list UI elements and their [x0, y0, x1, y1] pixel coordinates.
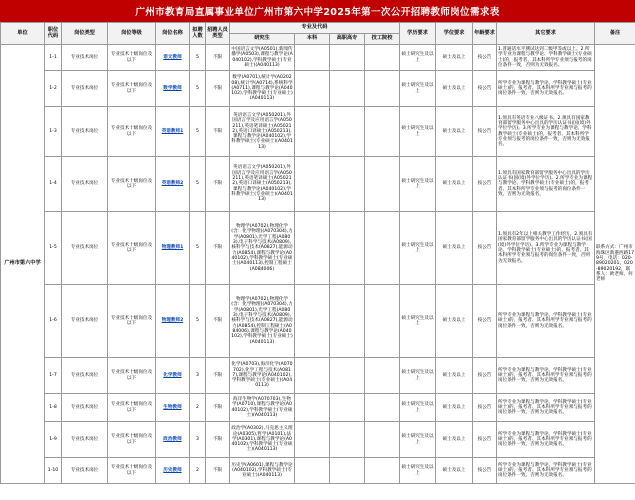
post-count: 5: [190, 107, 206, 157]
age-req: 按公告: [473, 458, 497, 484]
other-req: 1.须具有英语专业八级证书。2.须具有国家教育部留学服务中心出具的学历认证书(国(境)外学位学历)。3.所学专业为课程与教学论、学科教学硕士(专业硕士)的，报考者、其本科所学专业须与报考的岗位条件一致，否则为无效报名。: [497, 107, 595, 157]
staff-type: 不限: [206, 458, 230, 484]
age-req: 按公告: [473, 71, 497, 107]
education-req: 硕士研究生及以上: [400, 71, 436, 107]
major-graduate: 政治学(A0302),马克思主义理论(A0305),哲学(A0101),法学(A0301),课程与教学论(A040102),学科教学硕士(专业硕士)(A040113): [230, 422, 295, 458]
col-notes: 备注: [595, 23, 635, 45]
degree-req: 硕士及以上: [436, 107, 473, 157]
education-req: 硕士研究生及以上: [400, 212, 436, 285]
col-post-code: 职位代码: [45, 23, 62, 45]
other-req: 所学专业为课程与教学论、学科教学硕士(专业硕士)的，报考者、其本科所学专业须与报考的岗位条件一致，否则为无效报名。: [497, 358, 595, 394]
age-req: 按公告: [473, 157, 497, 212]
major-vocational: [330, 285, 365, 358]
age-req: 按公告: [473, 394, 497, 422]
other-req: 所学专业为课程与教学论、学科教学硕士(专业硕士)的，报考者、其本科所学专业须与报考的岗位条件一致，否则为无效报名。: [497, 394, 595, 422]
other-req: 所学专业为课程与教学论、学科教学硕士(专业硕士)的，报考者、其本科所学专业须与报考的岗位条件一致，否则为无效报名。: [497, 71, 595, 107]
age-req: 按公告: [473, 285, 497, 358]
table-header: [1, 23, 635, 45]
education-req: 硕士研究生及以上: [400, 157, 436, 212]
post-count: 3: [190, 422, 206, 458]
post-level: 专业技术十级岗位及以下: [108, 394, 156, 422]
post-name-link[interactable]: 英语教师2: [161, 181, 184, 187]
major-undergrad: [295, 422, 330, 458]
post-code: 1-4: [45, 157, 62, 212]
staff-type: 不限: [206, 358, 230, 394]
major-undergrad: [295, 285, 330, 358]
major-vocational: [330, 71, 365, 107]
age-req: 按公告: [473, 422, 497, 458]
col-technical: 技工院校: [365, 34, 400, 45]
staff-type: 不限: [206, 394, 230, 422]
staff-type: 不限: [206, 422, 230, 458]
degree-req: 硕士及以上: [436, 212, 473, 285]
post-name-link[interactable]: 历史教师: [163, 467, 182, 473]
post-level: 专业技术十级岗位及以下: [108, 212, 156, 285]
post-name: [156, 394, 190, 422]
post-level: 专业技术十级岗位及以下: [108, 45, 156, 71]
staff-type: 不限: [206, 212, 230, 285]
major-graduate: 英语语言文学(A050201),外国语言学及应用语言学(A050211),英语笔译硕士(A050212),英语口译硕士(A050213),课程与教学论(A040102),学科教学硕士(专业硕士)(A040113): [230, 107, 295, 157]
major-undergrad: [295, 107, 330, 157]
table-body: [1, 45, 635, 484]
degree-req: 硕士及以上: [436, 71, 473, 107]
major-graduate: 物理学(A0702),物理化学(含：化学物理)(A070304),力学(A0801),光学工程(A0803),电子科学与技术(A0809),核科学与技术(A0827),能源动力(A0854),课程与教学论(A040102),学科教学硕士(专业硕士)(A040113),控制工程硕士(A084006): [230, 212, 295, 285]
age-req: 按公告: [473, 358, 497, 394]
age-req: 按公告: [473, 45, 497, 71]
staff-type: 不限: [206, 45, 230, 71]
major-technical: [365, 394, 400, 422]
major-graduate: 中国语言文学(A0501),新闻传播学(A0503),课程与教学论(A040102),学科教学硕士(专业硕士)(A040113): [230, 45, 295, 71]
degree-req: 硕士及以上: [436, 458, 473, 484]
post-level: 专业技术十级岗位及以下: [108, 157, 156, 212]
major-vocational: [330, 107, 365, 157]
major-graduate: 化学(A0703),海洋化学(A070702),化学工程与技术(A0817),课程与教学论(A040102),学科教学硕士(专业硕士)(A040113): [230, 358, 295, 394]
major-technical: [365, 358, 400, 394]
major-graduate: 英语语言文学(A050201),外国语言学及应用语言学(A050211),英语笔译硕士(A050212),英语口译硕士(A050213),课程与教学论(A040102),学科教学硕士(专业硕士)(A040113): [230, 157, 295, 212]
table-row: [1, 285, 635, 358]
degree-req: 硕士及以上: [436, 45, 473, 71]
post-count: 3: [190, 358, 206, 394]
post-name-link[interactable]: 数学教师: [163, 85, 182, 91]
staff-type: 不限: [206, 71, 230, 107]
post-type: 专业技术岗位: [62, 45, 108, 71]
post-level: 专业技术十级岗位及以下: [108, 285, 156, 358]
post-type: 专业技术岗位: [62, 422, 108, 458]
post-count: 5: [190, 71, 206, 107]
table-row: [1, 45, 635, 71]
table-row: [1, 394, 635, 422]
major-undergrad: [295, 394, 330, 422]
page-title: 广州市教育局直属事业单位广州市第六中学2025年第一次公开招聘教师岗位需求表: [0, 0, 635, 22]
col-staff-type: 招聘人员类型: [206, 23, 230, 45]
degree-req: 硕士及以上: [436, 358, 473, 394]
post-name-link[interactable]: 化学教师: [163, 372, 182, 378]
post-name: [156, 285, 190, 358]
table-row: [1, 157, 635, 212]
post-name-link[interactable]: 物理教师1: [161, 245, 184, 251]
post-code: 1-5: [45, 212, 62, 285]
major-vocational: [330, 422, 365, 458]
post-level: 专业技术十级岗位及以下: [108, 458, 156, 484]
post-type: 专业技术岗位: [62, 285, 108, 358]
post-name: [156, 157, 190, 212]
major-vocational: [330, 212, 365, 285]
major-vocational: [330, 394, 365, 422]
post-count: 2: [190, 458, 206, 484]
col-age: 年龄要求: [473, 23, 497, 45]
col-other: 其它要求: [497, 23, 595, 45]
table-row: [1, 212, 635, 285]
col-post-type: 岗位类型: [62, 23, 108, 45]
post-name-link[interactable]: 英语教师1: [161, 128, 184, 134]
post-name: [156, 422, 190, 458]
post-type: 专业技术岗位: [62, 107, 108, 157]
post-type: 专业技术岗位: [62, 157, 108, 212]
staff-type: 不限: [206, 157, 230, 212]
post-type: 专业技术岗位: [62, 458, 108, 484]
major-graduate: 海洋生物学(A070703),生物学(A0710),课程与教学论(A040102),学科教学硕士(专业硕士)(A040113): [230, 394, 295, 422]
table-row: [1, 71, 635, 107]
post-code: 1-3: [45, 107, 62, 157]
major-technical: [365, 458, 400, 484]
recruitment-table: [0, 22, 635, 484]
other-req: 所学专业为课程与教学论、学科教学硕士(专业硕士)的，报考者、其本科所学专业须与报考的岗位条件一致，否则为无效报名。: [497, 285, 595, 358]
other-req: 1.须具有国家教育部留学服务中心出具的学历认证书(国(境)外学位学历)。2.所学专业为课程与教学论、学科教学硕士(专业硕士)的，报考者、其本科所学专业须与报考的岗位条件一致，否则为无效报名。: [497, 157, 595, 212]
post-level: 专业技术十级岗位及以下: [108, 422, 156, 458]
other-req: 所学专业为课程与教学论、学科教学硕士(专业硕士)的，报考者、其本科所学专业须与报考的岗位条件一致，否则为无效报名。: [497, 422, 595, 458]
post-code: 1-1: [45, 45, 62, 71]
post-count: 5: [190, 212, 206, 285]
post-name-link[interactable]: 政治教师: [163, 436, 182, 442]
major-technical: [365, 285, 400, 358]
post-level: 专业技术十级岗位及以下: [108, 71, 156, 107]
post-count: 5: [190, 45, 206, 71]
education-req: 硕士研究生及以上: [400, 45, 436, 71]
col-vocational: 高职高专: [330, 34, 365, 45]
unit-name: 广州市第六中学: [1, 45, 45, 484]
major-graduate: 物理学(A0702),物理化学(含：化学物理)(A070304),力学(A0801),光学工程(A0803),电子科学与技术(A0809),核科学与技术(A0827),能源动力(A0854),控制工程硕士(A084006),课程与教学论(A040102),学科教学硕士(专业硕士)(A040113): [230, 285, 295, 358]
major-undergrad: [295, 458, 330, 484]
education-req: 硕士研究生及以上: [400, 285, 436, 358]
post-name-link[interactable]: 物理教师2: [161, 318, 184, 324]
major-vocational: [330, 458, 365, 484]
table-row: [1, 358, 635, 394]
major-vocational: [330, 157, 365, 212]
col-graduate: 研究生: [230, 34, 295, 45]
post-name-link[interactable]: 生物教师: [163, 404, 182, 410]
education-req: 硕士研究生及以上: [400, 422, 436, 458]
degree-req: 硕士及以上: [436, 285, 473, 358]
post-count: 5: [190, 157, 206, 212]
post-code: 1-7: [45, 358, 62, 394]
post-code: 1-8: [45, 394, 62, 422]
post-name: [156, 458, 190, 484]
table-row: [1, 458, 635, 484]
post-type: 专业技术岗位: [62, 358, 108, 394]
staff-type: 不限: [206, 107, 230, 157]
major-undergrad: [295, 157, 330, 212]
other-req: 所学专业为课程与教学论、学科教学硕士(专业硕士)的，报考者、其本科所学专业须与报考的岗位条件一致，否则为无效报名。: [497, 458, 595, 484]
table-row: [1, 107, 635, 157]
major-graduate: 数学(A0701),统计学(A020208),统计学(A0714),系统科学(A0711),课程与教学论(A040102),学科教学硕士(专业硕士)(A040113): [230, 71, 295, 107]
post-name: [156, 45, 190, 71]
notes-contact: 联系方式：广州市海珠区新港西路179号，电话：020-89020201、020-89020192，联系人：欧老师、何老师: [595, 45, 635, 484]
major-technical: [365, 422, 400, 458]
col-post-name: 岗位名称: [156, 23, 190, 45]
major-vocational: [330, 45, 365, 71]
post-name: [156, 107, 190, 157]
col-post-level: 岗位等级: [108, 23, 156, 45]
degree-req: 硕士及以上: [436, 157, 473, 212]
col-education: 学历要求: [400, 23, 436, 45]
staff-type: 不限: [206, 285, 230, 358]
major-technical: [365, 107, 400, 157]
post-name-link[interactable]: 语文教师: [163, 54, 182, 60]
col-major-group: 专业及代码: [230, 23, 400, 34]
table-row: [1, 422, 635, 458]
major-technical: [365, 45, 400, 71]
education-req: 硕士研究生及以上: [400, 394, 436, 422]
post-code: 1-2: [45, 71, 62, 107]
col-undergrad: 本科: [295, 34, 330, 45]
major-technical: [365, 157, 400, 212]
education-req: 硕士研究生及以上: [400, 107, 436, 157]
major-undergrad: [295, 212, 330, 285]
col-degree: 学位要求: [436, 23, 473, 45]
other-req: 1.普通话水平测试达到二级甲等或以上。2.所学专业为课程与教学论、学科教学硕士(专业硕士)的，报考者、其本科所学专业须与报考的岗位条件一致，否则为无效报名。: [497, 45, 595, 71]
major-undergrad: [295, 45, 330, 71]
post-level: 专业技术十级岗位及以下: [108, 107, 156, 157]
post-count: 5: [190, 285, 206, 358]
post-code: 1-9: [45, 422, 62, 458]
major-technical: [365, 71, 400, 107]
major-undergrad: [295, 358, 330, 394]
post-level: 专业技术十级岗位及以下: [108, 358, 156, 394]
other-req: 1.须具有2年以上相关教学工作经历。2.须具有国家教育部留学服务中心出具的学历认证书(国(境)外学位学历)。3.所学专业为课程与教学论、学科教学硕士(专业硕士)的，报考者、其本科所学专业须与报考的岗位条件一致，否则为无效报名。: [497, 212, 595, 285]
major-vocational: [330, 358, 365, 394]
major-technical: [365, 212, 400, 285]
age-req: 按公告: [473, 212, 497, 285]
age-req: 按公告: [473, 107, 497, 157]
degree-req: 硕士及以上: [436, 394, 473, 422]
post-name: [156, 212, 190, 285]
post-type: 专业技术岗位: [62, 212, 108, 285]
post-count: 2: [190, 394, 206, 422]
post-code: 1-10: [45, 458, 62, 484]
post-type: 专业技术岗位: [62, 71, 108, 107]
post-code: 1-6: [45, 285, 62, 358]
major-undergrad: [295, 71, 330, 107]
col-count: 拟聘人数: [190, 23, 206, 45]
post-name: [156, 71, 190, 107]
col-unit: 单位: [1, 23, 45, 45]
post-type: 专业技术岗位: [62, 394, 108, 422]
post-name: [156, 358, 190, 394]
degree-req: 硕士及以上: [436, 422, 473, 458]
major-graduate: 历史学(A0601),课程与教学论(A040102),学科教学硕士(专业硕士)(A040113): [230, 458, 295, 484]
education-req: 硕士研究生及以上: [400, 458, 436, 484]
education-req: 硕士研究生及以上: [400, 358, 436, 394]
